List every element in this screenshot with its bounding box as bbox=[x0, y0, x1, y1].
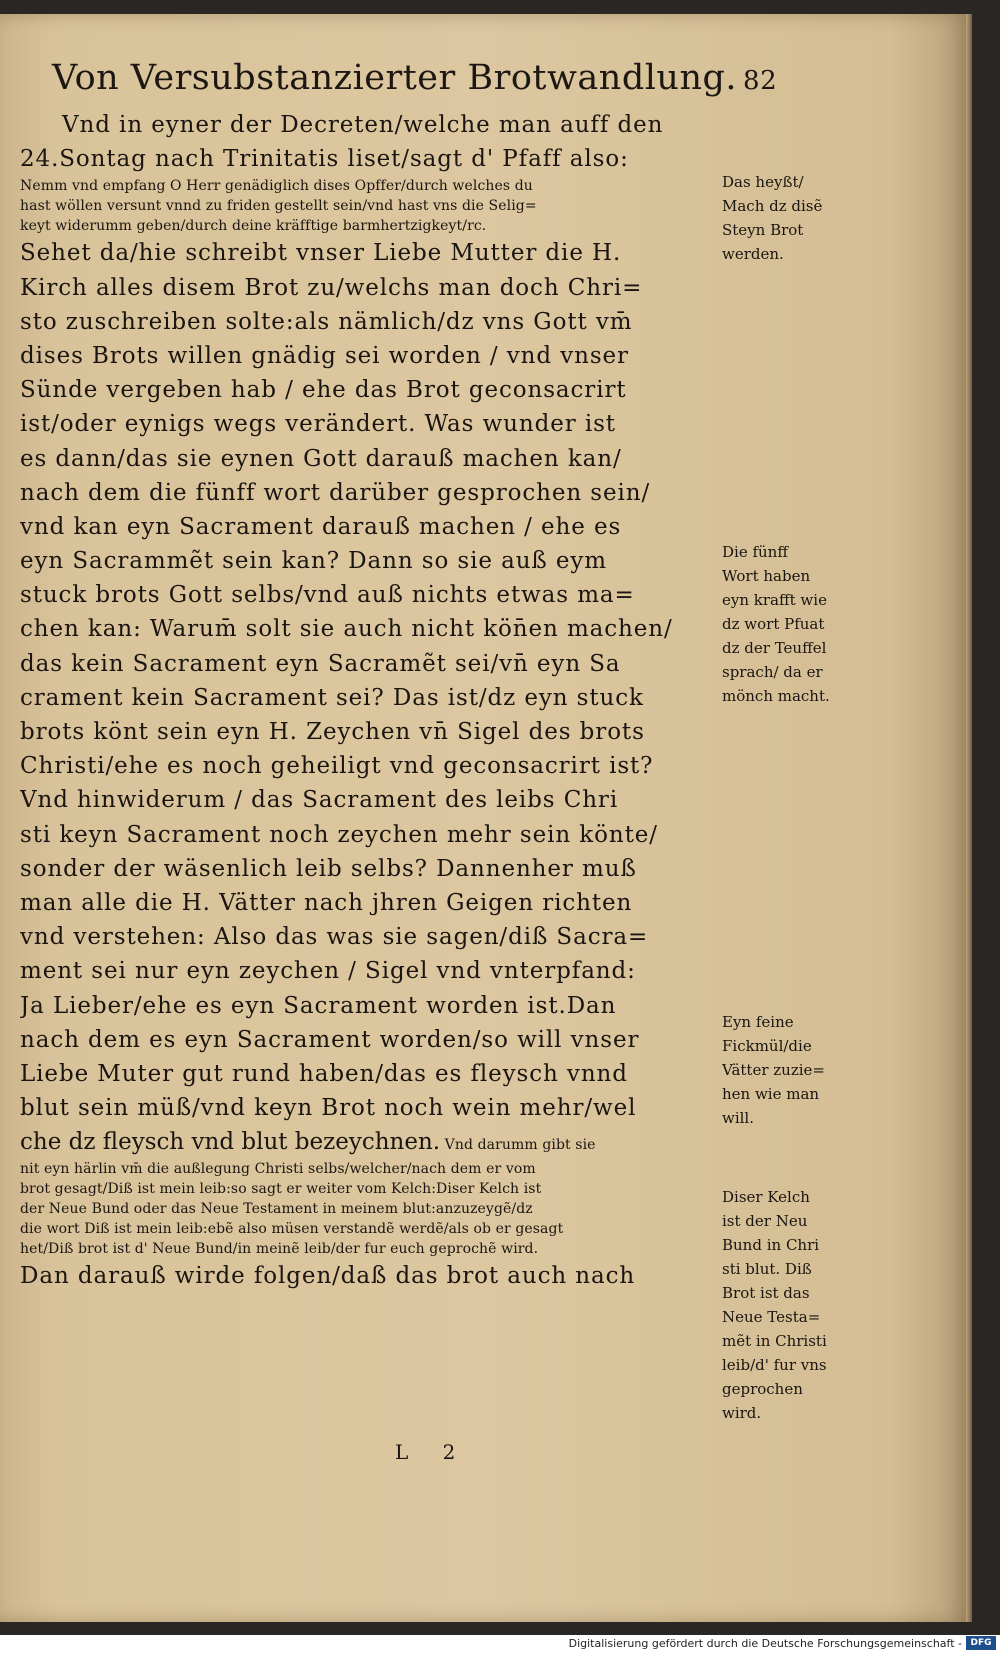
text-line bbox=[20, 1091, 720, 1125]
text-line bbox=[20, 339, 720, 373]
text-line bbox=[20, 142, 720, 176]
text-line-content: das kein Sacrament eyn Sacramẽt sei/vn̄ eyn Sa bbox=[20, 650, 621, 677]
text-line bbox=[20, 407, 720, 441]
text-line bbox=[20, 818, 720, 852]
text-line-content: chen kan: Warum̄ solt sie auch nicht kön̄en machen/ bbox=[20, 616, 673, 643]
folio-number: 82 bbox=[743, 66, 778, 96]
text-line bbox=[20, 647, 720, 681]
margin-note-line: sprach/ da er bbox=[722, 663, 823, 681]
text-line bbox=[20, 783, 720, 817]
margin-note-line: sti blut. Diß bbox=[722, 1260, 812, 1278]
text-line-content: Christi/ehe es noch geheiligt vnd geconsacrirt ist? bbox=[20, 753, 654, 780]
text-line-content: het/Diß brot ist d' Neue Bund/in meinẽ leib/der fur euch geprochẽ wird. bbox=[20, 1241, 539, 1258]
margin-note-line: Die fünff bbox=[722, 543, 788, 561]
text-line-content: Sehet da/hie schreibt vnser Liebe Mutter die H. bbox=[20, 240, 622, 267]
running-head bbox=[52, 58, 778, 98]
margin-note-line: will. bbox=[722, 1109, 754, 1127]
margin-note-line: mönch macht. bbox=[722, 687, 830, 705]
text-line-content: crament kein Sacrament sei? Das ist/dz eyn stuck bbox=[20, 684, 644, 711]
text-line-content: sonder der wäsenlich leib selbs? Dannenher muß bbox=[20, 855, 637, 882]
text-line-content: brot gesagt/Diß ist mein leib:so sagt er weiter vom Kelch:Diser Kelch ist bbox=[20, 1181, 542, 1198]
text-line bbox=[20, 510, 720, 544]
text-line-content: Liebe Muter gut rund haben/das es fleysch vnnd bbox=[20, 1060, 628, 1087]
margin-note-1 bbox=[722, 170, 857, 266]
footer-credit: Digitalisierung gefördert durch die Deutsche Forschungsgemeinschaft - bbox=[568, 1637, 962, 1650]
text-line bbox=[20, 715, 720, 749]
margin-note-2 bbox=[722, 540, 857, 708]
text-line-content: Ja Lieber/ehe es eyn Sacrament worden ist.Dan bbox=[20, 992, 617, 1019]
text-line bbox=[20, 1057, 720, 1091]
text-line bbox=[20, 108, 720, 142]
text-line-content: nach dem es eyn Sacrament worden/so will vnser bbox=[20, 1026, 640, 1053]
margin-note-line: mẽt in Christi bbox=[722, 1332, 827, 1350]
text-line bbox=[20, 373, 720, 407]
text-line bbox=[20, 442, 720, 476]
text-line-content: ment sei nur eyn zeychen / Sigel vnd vnterpfand: bbox=[20, 958, 636, 985]
text-line bbox=[20, 920, 720, 954]
text-line-content: ist/oder eynigs wegs verändert. Was wunder ist bbox=[20, 411, 616, 438]
signature-mark: L 2 bbox=[395, 1440, 470, 1464]
dfg-logo: DFG bbox=[966, 1636, 996, 1650]
text-line-tail: Vnd darumm gibt sie bbox=[440, 1137, 596, 1154]
text-line-content: brots könt sein eyn H. Zeychen vn̄ Sigel des brots bbox=[20, 719, 645, 745]
margin-note-line: eyn krafft wie bbox=[722, 591, 827, 609]
text-line bbox=[20, 216, 720, 236]
margin-note-line: geprochen bbox=[722, 1380, 803, 1398]
text-line bbox=[20, 196, 720, 216]
margin-note-line: Das heyßt/ bbox=[722, 173, 804, 191]
main-text-column bbox=[20, 108, 720, 1294]
text-line-content: die wort Diß ist mein leib:ebẽ also müsen verstandẽ werdẽ/als ob er gesagt bbox=[20, 1221, 564, 1238]
text-line-content: der Neue Bund oder das Neue Testament in meinem blut:anzuzeygẽ/dz bbox=[20, 1201, 533, 1218]
text-line-content: hast wöllen versunt vnnd zu friden gestellt sein/vnd hast vns die Selig= bbox=[20, 198, 537, 215]
text-line-content: sto zuschreiben solte:als nämlich/dz vns Gott vm̄ bbox=[20, 308, 633, 335]
text-line bbox=[20, 578, 720, 612]
text-line bbox=[20, 1219, 720, 1239]
text-line-content: Dan darauß wirde folgen/daß das brot auch nach bbox=[20, 1263, 636, 1290]
margin-note-line: Vätter zuzie= bbox=[722, 1061, 825, 1079]
text-line bbox=[20, 1239, 720, 1259]
text-line bbox=[20, 1199, 720, 1219]
text-line bbox=[20, 886, 720, 920]
margin-note-line: dz wort Pfuat bbox=[722, 615, 825, 633]
text-line-content: nit eyn härlin vm̄ die außlegung Christi selbs/welcher/nach dem er vom bbox=[20, 1161, 536, 1178]
text-line-content: 24.Sontag nach Trinitatis liset/sagt d' Pfaff also: bbox=[20, 146, 629, 173]
text-line bbox=[20, 1125, 720, 1159]
text-line-content: Vnd in eyner der Decreten/welche man auff den bbox=[62, 112, 664, 138]
margin-note-line: Steyn Brot bbox=[722, 221, 804, 239]
text-line bbox=[20, 544, 720, 578]
text-line-content: blut sein müß/vnd keyn Brot noch wein mehr/wel bbox=[20, 1095, 637, 1122]
text-line bbox=[20, 236, 720, 270]
text-line bbox=[20, 852, 720, 886]
text-line bbox=[20, 1159, 720, 1179]
text-line-content: Kirch alles disem Brot zu/welchs man doch Chri= bbox=[20, 274, 643, 301]
margin-note-4 bbox=[722, 1185, 857, 1425]
text-line bbox=[20, 1023, 720, 1057]
margin-note-line: wird. bbox=[722, 1404, 762, 1422]
margin-note-line: ist der Neu bbox=[722, 1212, 808, 1230]
running-head-title: Von Versubstanzierter Brotwandlung. bbox=[52, 58, 738, 98]
margin-note-line: Diser Kelch bbox=[722, 1188, 810, 1206]
margin-note-line: Bund in Chri bbox=[722, 1236, 820, 1254]
text-line-content: sti keyn Sacrament noch zeychen mehr sein könte/ bbox=[20, 821, 658, 848]
text-line-content: Vnd hinwiderum / das Sacrament des leibs Chri bbox=[20, 787, 619, 814]
text-line-content: man alle die H. Vätter nach jhren Geigen richten bbox=[20, 889, 633, 916]
text-line bbox=[20, 476, 720, 510]
margin-note-line: werden. bbox=[722, 245, 784, 263]
text-line-content: vnd verstehen: Also das was sie sagen/diß Sacra= bbox=[20, 924, 649, 951]
text-line bbox=[20, 954, 720, 988]
text-line-content: eyn Sacrammẽt sein kan? Dann so sie auß eym bbox=[20, 548, 608, 575]
text-line bbox=[20, 989, 720, 1023]
text-line-content: Nemm vnd empfang O Herr genädiglich dises Opffer/durch welches du bbox=[20, 178, 533, 195]
text-line-content: che dz fleysch vnd blut bezeychnen. bbox=[20, 1129, 441, 1156]
page-edge bbox=[966, 14, 972, 1622]
margin-note-line: Mach dz disẽ bbox=[722, 197, 823, 215]
text-line bbox=[20, 612, 720, 646]
margin-note-3 bbox=[722, 1010, 857, 1130]
text-line-content: stuck brots Gott selbs/vnd auß nichts etwas ma= bbox=[20, 582, 635, 609]
text-line-content: nach dem die fünff wort darüber gesprochen sein/ bbox=[20, 479, 651, 506]
margin-note-line: Wort haben bbox=[722, 567, 811, 585]
text-line bbox=[20, 1179, 720, 1199]
margin-note-line: Eyn feine bbox=[722, 1013, 794, 1031]
text-line bbox=[20, 305, 720, 339]
margin-note-line: dz der Teuffel bbox=[722, 639, 827, 657]
text-line bbox=[20, 1259, 720, 1293]
margin-note-line: Fickmül/die bbox=[722, 1037, 812, 1055]
text-line bbox=[20, 681, 720, 715]
text-line-content: vnd kan eyn Sacrament darauß machen / ehe es bbox=[20, 513, 622, 540]
text-line bbox=[20, 176, 720, 196]
text-line bbox=[20, 749, 720, 783]
margin-note-line: Neue Testa= bbox=[722, 1308, 821, 1326]
text-line-content: keyt widerumm geben/durch deine kräfftige barmhertzigkeyt/rc. bbox=[20, 218, 487, 235]
text-line bbox=[20, 271, 720, 305]
text-line-content: Sünde vergeben hab / ehe das Brot geconsacrirt bbox=[20, 377, 627, 404]
text-line-content: es dann/das sie eynen Gott darauß machen kan/ bbox=[20, 445, 622, 472]
margin-note-line: Brot ist das bbox=[722, 1284, 810, 1302]
margin-note-line: leib/d' fur vns bbox=[722, 1356, 827, 1374]
margin-note-line: hen wie man bbox=[722, 1085, 820, 1103]
text-line-content: dises Brots willen gnädig sei worden / vnd vnser bbox=[20, 342, 629, 369]
